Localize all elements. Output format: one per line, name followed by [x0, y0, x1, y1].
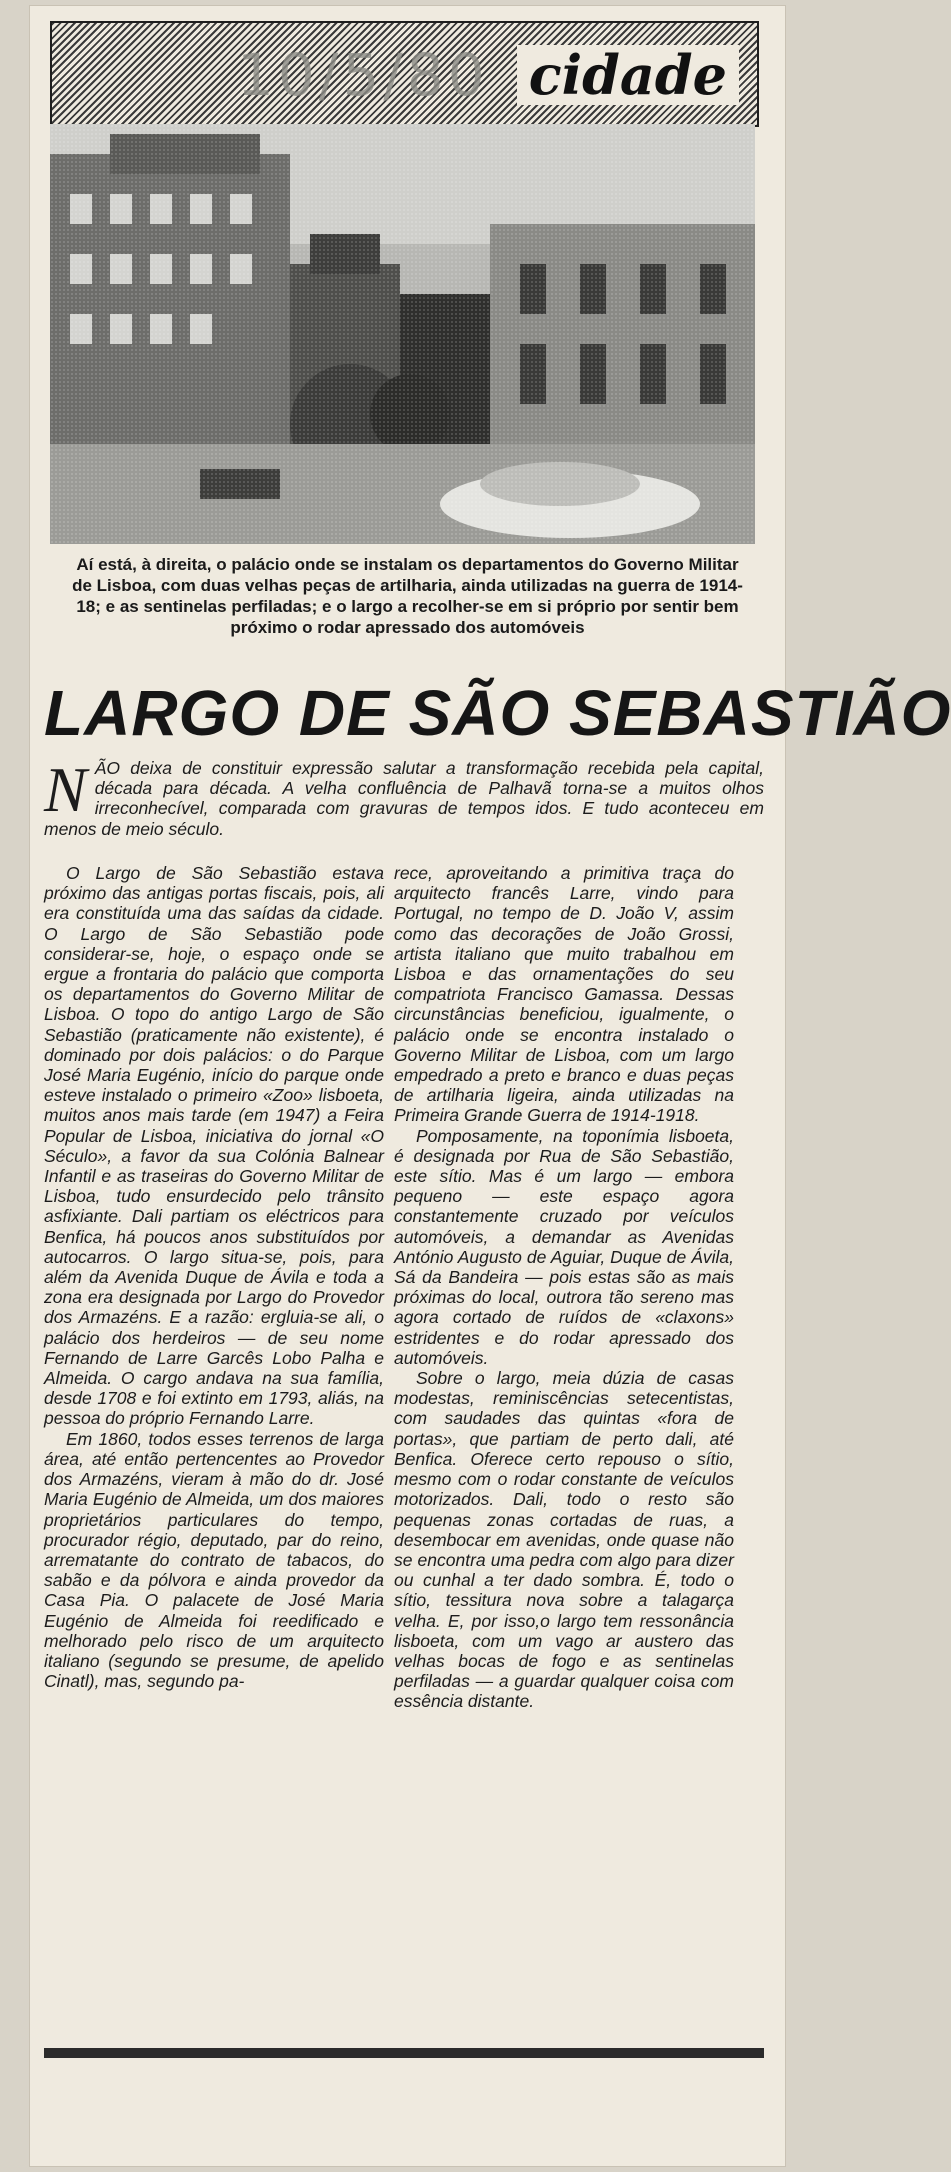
article-column-2	[394, 863, 734, 1712]
article-column-1	[44, 863, 384, 1691]
article-headline: LARGO DE SÃO SEBASTIÃO	[44, 677, 951, 749]
paragraph: Em 1860, todos esses terrenos de larga área, até então pertencentes ao Provedor dos Armazéns, vieram à mão do dr. José Maria Eugénio de Almeida, um dos maiores proprietários particulares do tempo, procurador régio, deputado, par do reino, arrematante do contrato de tabacos, do sabão e da pólvora e ainda provedor da Casa Pia. O palacete de José Maria Eugénio de Almeida foi reedificado e melhorado pelo risco de um arquitecto italiano (segundo se presume, de apelido Cinatl), mas, segundo pa-	[44, 1428, 384, 1692]
handwritten-date: 10/5/80	[237, 41, 489, 109]
street-photo	[50, 124, 755, 544]
bottom-rule	[44, 2048, 764, 2058]
drop-cap: N	[44, 754, 87, 825]
paragraph: Sobre o largo, meia dúzia de casas modestas, reminiscências setecentistas, com saudades das quintas «fora de portas», que partiam de perto dali, até Benfica. Oferece certo repouso o sítio, mesmo com o rodar constante de veículos motorizados. Dali, todo o resto são pequenas zonas cortadas de ruas, a desembocar em avenidas, onde quase não se encontra uma pedra com algo para dizer ou cunhal a ter dado sombra. É, todo o sítio, tessitura nova sobre a talagarça velha. E, por isso,o largo tem ressonância lisboeta, com um vago ar austero das velhas bocas de fogo e as sentinelas perfiladas — a guardar qualquer coisa com essência distante.	[394, 1368, 734, 1712]
section-header-band	[50, 21, 759, 127]
photo-caption: Aí está, à direita, o palácio onde se instalam os departamentos do Governo Militar de Lisboa, com duas velhas peças de artilharia, ainda utilizadas na guerra de 1914-18; e as sentinelas perfiladas; e o largo a recolher-se em si próprio por sentir bem próximo o rodar apressado dos automóveis	[72, 555, 743, 637]
lead-text: ÃO deixa de constituir expressão salutar a transformação recebida pela capital, década para década. A velha confluência de Palhavã torna-se a muitos olhos irreconhecível, comparada com gravuras de tempos idos. E tudo aconteceu em menos de meio século.	[44, 758, 764, 839]
newspaper-clipping	[30, 6, 951, 2166]
article-lead	[44, 754, 764, 839]
paragraph: rece, aproveitando a primitiva traça do arquitecto francês Larre, vindo para Portugal, no tempo de D. João V, assim como das decorações de João Grossi, artista italiano que muito trabalhou em Lisboa e das ornamentações do seu compatriota Francisco Gamassa. Dessas circunstâncias beneficiou, igualmente, o palácio onde se encontra instalado o Governo Militar de Lisboa, com um largo empedrado a preto e branco e duas peças de artilharia ligeira, ainda utilizadas na Primeira Grande Guerra de 1914-1918.	[394, 863, 734, 1126]
photo-image	[50, 124, 755, 544]
section-label: cidade	[517, 45, 739, 105]
paragraph: Pomposamente, na toponímia lisboeta, é designada por Rua de São Sebastião, este sítio. Mas é um largo — embora pequeno — este espaço agora constantemente cruzado por veículos automóveis, a demandar as Avenidas António Augusto de Aguiar, Duque de Ávila, Sá da Bandeira — pois estas são as mais próximas do local, outrora tão sereno mas agora cortado de ruídos de «claxons» estridentes e do rodar apressado dos automóveis.	[394, 1125, 734, 1368]
paragraph: O Largo de São Sebastião estava próximo das antigas portas fiscais, pois, ali era constituída uma das saídas da cidade. O Largo de São Sebastião pode considerar-se, hoje, o espaço onde se ergue a frontaria do palácio que comporta os departamentos do Governo Militar de Lisboa. O topo do antigo Largo de São Sebastião (praticamente não existente), é dominado por dois palácios: o do Parque José Maria Eugénio, início do parque onde esteve instalado o primeiro «Zoo» lisboeta, muitos anos mais tarde (em 1947) a Feira Popular de Lisboa, iniciativa do jornal «O Século», a favor da sua Colónia Balnear Infantil e as traseiras do Governo Militar de Lisboa, tudo ensurdecido pelo trânsito asfixiante. Dali partiam os eléctricos para Benfica, há poucos anos substituídos por autocarros. O largo situa-se, pois, para além da Avenida Duque de Ávila e toda a zona era designada por Largo do Provedor dos Armazéns. E a razão: ergluia-se ali, o palácio dos herdeiros — de seu nome Fernando de Larre Garcês Lobo Palha e Almeida. O cargo andava na sua família, desde 1708 e foi extinto em 1793, aliás, na pessoa do próprio Fernando Larre.	[44, 863, 384, 1429]
